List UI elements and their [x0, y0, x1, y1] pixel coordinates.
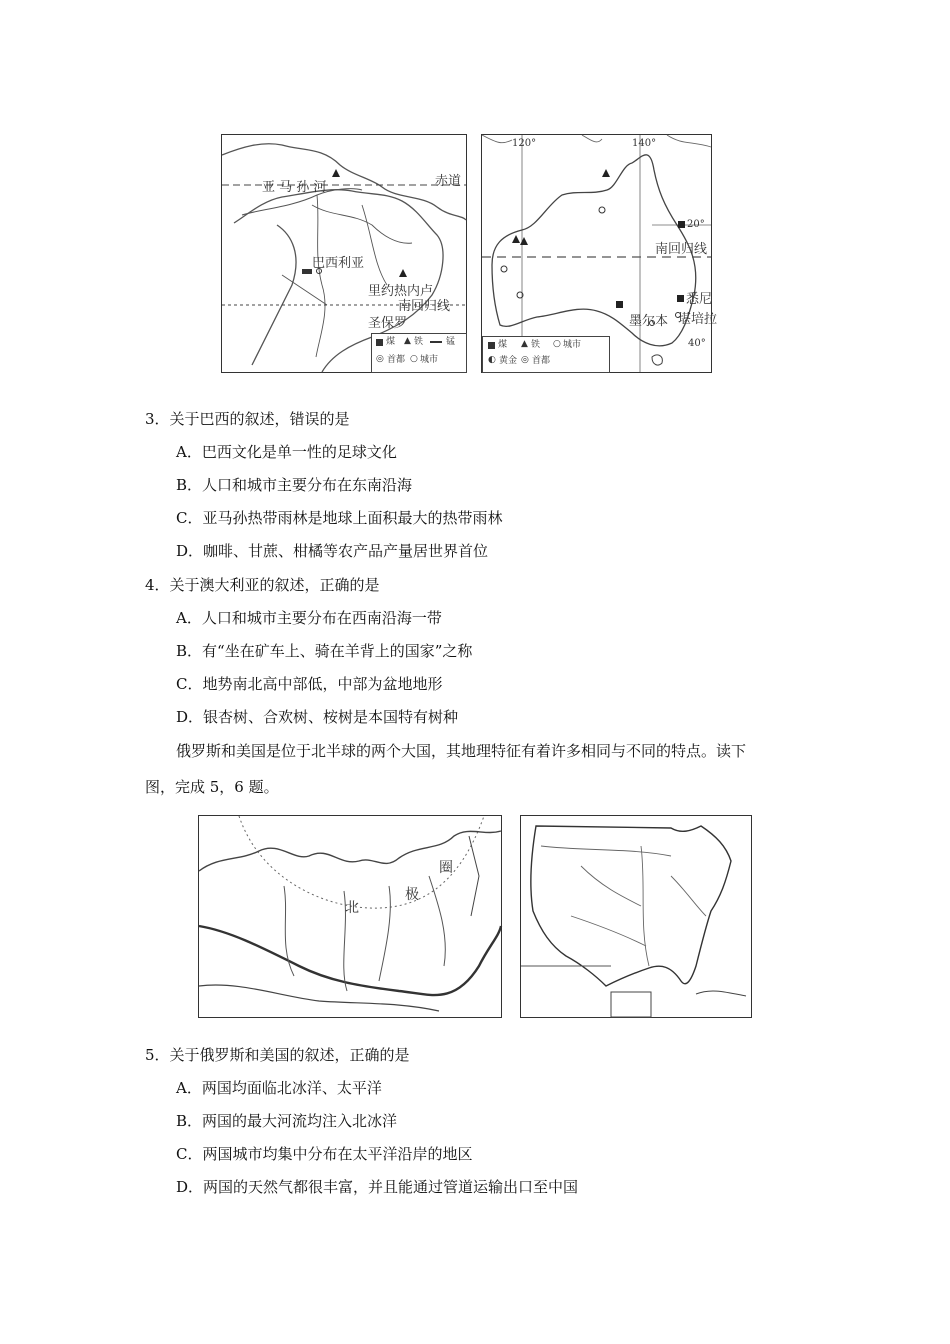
coal-icon	[376, 339, 383, 346]
sao-paulo-label: 圣保罗	[368, 316, 408, 331]
legend-coal: 煤	[386, 337, 396, 347]
australia-map-legend	[482, 336, 610, 373]
intro-line-2: 图，完成 5，6 题。	[145, 778, 279, 796]
gold-icon: ◐	[488, 355, 496, 365]
usa-map	[520, 815, 752, 1018]
russia-map-drawing	[199, 816, 501, 1017]
intro-line-1: 俄罗斯和美国是位于北半球的两个大国，其地理特征有着许多相同与不同的特点。读下	[176, 742, 747, 760]
brasilia-label: 巴西利亚	[312, 256, 365, 271]
lon120-label: 120°	[512, 138, 537, 149]
iron-icon: ▲	[404, 336, 411, 346]
lat20-label: 20°	[687, 219, 705, 230]
question-5-option-a: A．两国均面临北冰洋、太平洋	[176, 1079, 382, 1097]
legend-city: 城市	[563, 340, 582, 350]
question-4-option-b: B．有“坐在矿车上、骑在羊背上的国家”之称	[176, 642, 473, 660]
question-3-option-a: A．巴西文化是单一性的足球文化	[176, 443, 397, 461]
question-5-option-d: D．两国的天然气都很丰富，并且能通过管道运输出口至中国	[176, 1178, 579, 1196]
question-4-option-d: D．银杏树、合欢树、桉树是本国特有树种	[176, 708, 459, 726]
tropic-capricorn-label: 南回归线	[655, 242, 708, 257]
capital-icon: ◎	[376, 354, 384, 364]
question-4-stem: 4．关于澳大利亚的叙述，正确的是	[145, 576, 380, 594]
legend-iron: 铁	[414, 337, 424, 347]
question-4-option-a: A．人口和城市主要分布在西南沿海一带	[176, 609, 442, 627]
question-3-option-b: B．人口和城市主要分布在东南沿海	[176, 476, 413, 494]
usa-map-drawing	[521, 816, 751, 1017]
legend-iron: 铁	[531, 340, 541, 350]
legend-capital: 首都	[387, 355, 406, 365]
sydney-label: 悉尼	[686, 292, 713, 307]
legend-coal: 煤	[498, 340, 508, 350]
melbourne-label: 墨尔本	[629, 314, 669, 329]
city-icon: ○	[410, 354, 418, 364]
legend-city: 城市	[420, 355, 439, 365]
city-icon: ○	[553, 339, 561, 349]
russia-map	[198, 815, 502, 1018]
brazil-map	[221, 134, 467, 373]
capital-icon: ◎	[521, 355, 529, 365]
iron-icon: ▲	[521, 339, 528, 349]
legend-capital: 首都	[532, 356, 551, 366]
coal-icon	[488, 342, 495, 349]
amazon-river-label: 亚 马 孙 河	[262, 180, 327, 195]
question-3-stem: 3．关于巴西的叙述，错误的是	[145, 410, 350, 428]
question-3-option-d: D．咖啡、甘蔗、柑橘等农产品产量居世界首位	[176, 542, 489, 560]
question-5-stem: 5．关于俄罗斯和美国的叙述，正确的是	[145, 1046, 410, 1064]
legend-manganese: 锰	[446, 337, 456, 347]
lat40-label: 40°	[688, 338, 706, 349]
rio-label: 里约热内卢	[368, 284, 434, 299]
question-5-option-b: B．两国的最大河流均注入北冰洋	[176, 1112, 398, 1130]
lon140-label: 140°	[632, 138, 657, 149]
brazil-map-legend	[371, 333, 467, 373]
question-5-option-c: C．两国城市均集中分布在太平洋沿岸的地区	[176, 1145, 473, 1163]
australia-map	[481, 134, 718, 373]
canberra-label: 堪培拉	[678, 312, 718, 327]
arctic-circle-label-2: 极	[405, 887, 419, 903]
arctic-circle-label-3: 圈	[439, 860, 453, 876]
tropic-capricorn-label: 南回归线	[398, 299, 451, 314]
manganese-icon	[430, 341, 442, 343]
arctic-circle-label-1: 北	[345, 900, 359, 916]
equator-label: 赤道	[435, 174, 462, 189]
legend-gold: 黄金	[499, 356, 518, 366]
question-4-option-c: C．地势南北高中部低，中部为盆地地形	[176, 675, 443, 693]
question-3-option-c: C．亚马孙热带雨林是地球上面积最大的热带雨林	[176, 509, 503, 527]
